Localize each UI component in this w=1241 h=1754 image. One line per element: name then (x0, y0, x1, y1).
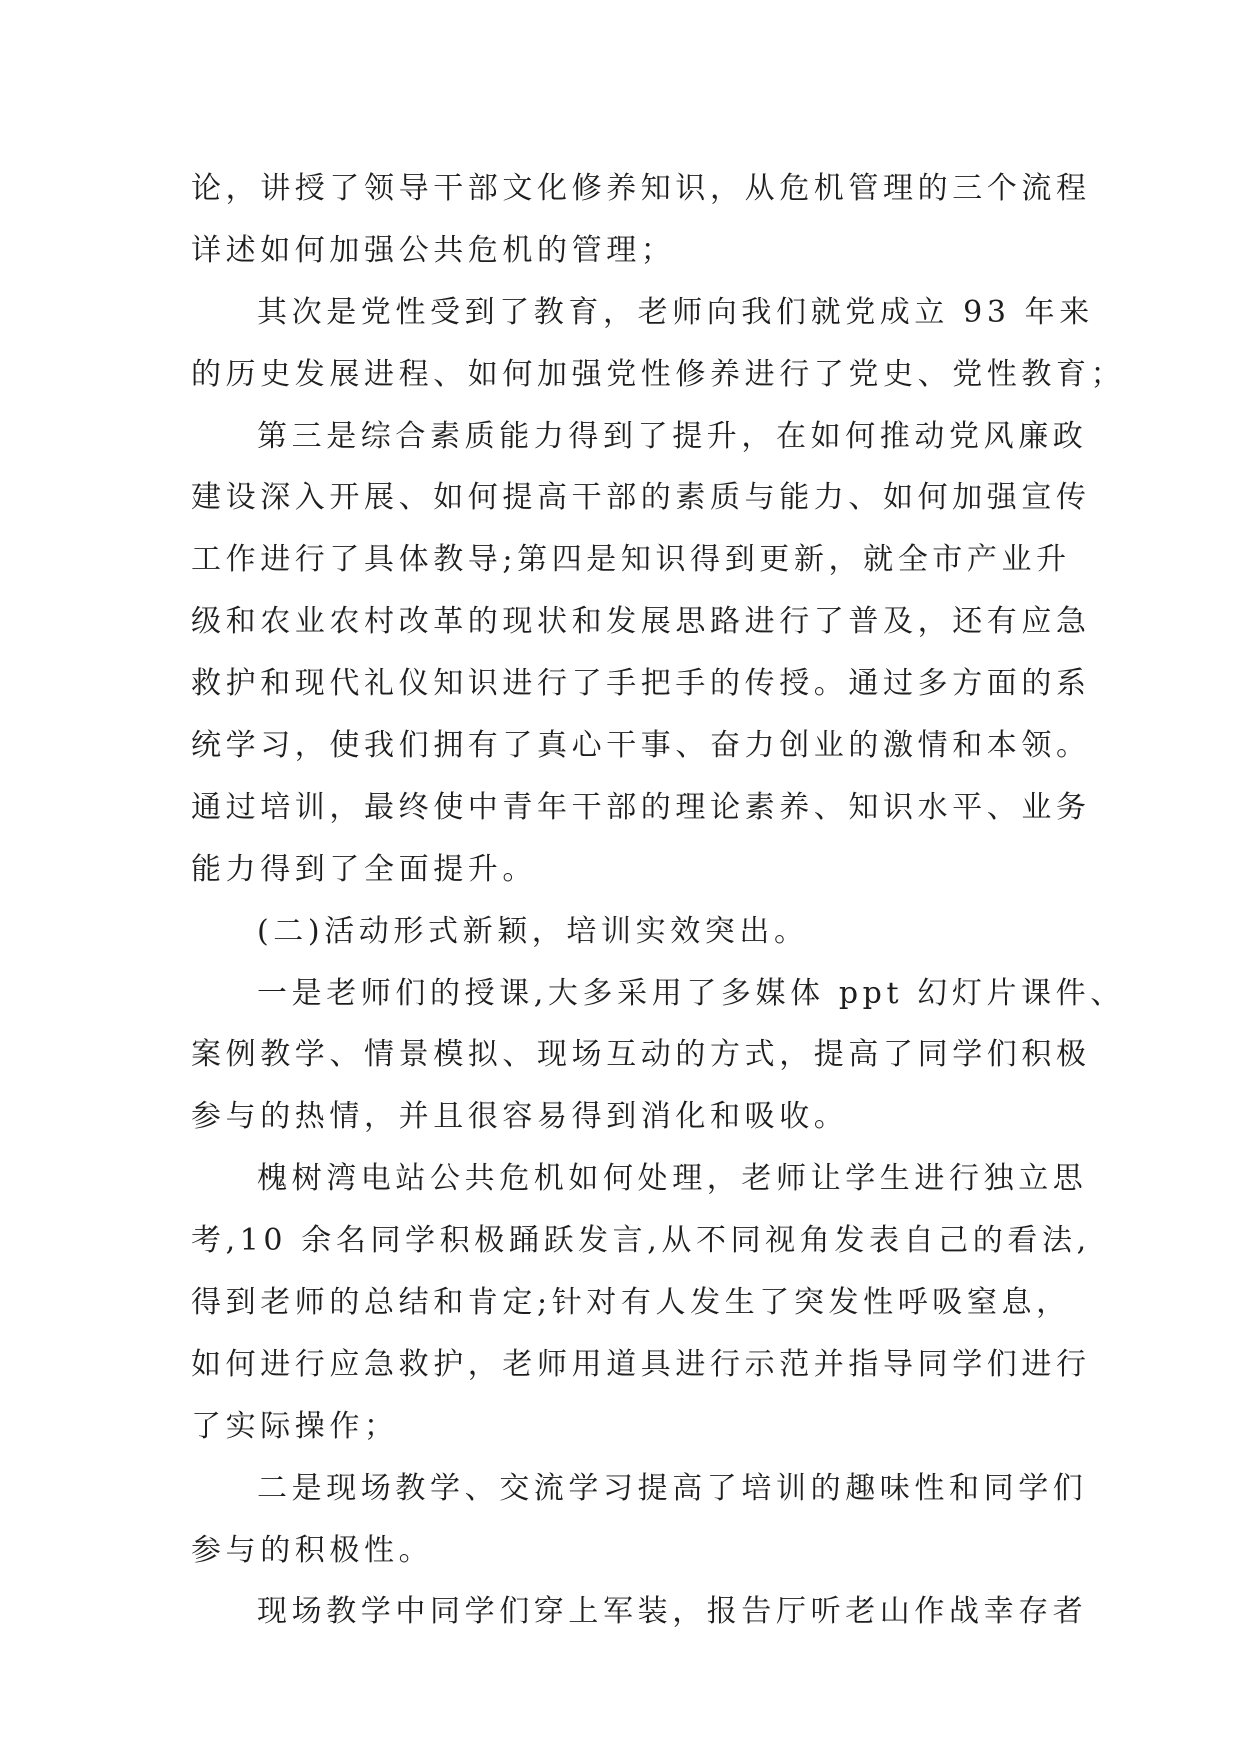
text-line: 级和农业农村改革的现状和发展思路进行了普及，还有应急 (191, 604, 1091, 640)
text-line: 其次是党性受到了教育，老师向我们就党成立 93 年来 (257, 294, 1094, 330)
text-line: 得到老师的总结和肯定;针对有人发生了突发性呼吸窒息， (191, 1285, 1071, 1321)
text-line: 如何进行应急救护，老师用道具进行示范并指导同学们进行 (191, 1346, 1091, 1382)
text-line: 了实际操作； (191, 1408, 399, 1444)
text-line: 的历史发展进程、如何加强党性修养进行了党史、党性教育； (191, 356, 1126, 392)
text-line: 现场教学中同学们穿上军装，报告厅听老山作战幸存者 (257, 1594, 1088, 1630)
text-line: 一是老师们的授课,大多采用了多媒体 ppt 幻灯片课件、 (257, 975, 1125, 1011)
text-line: 统学习，使我们拥有了真心干事、奋力创业的激情和本领。 (191, 728, 1091, 764)
text-line: 二是现场教学、交流学习提高了培训的趣味性和同学们 (257, 1470, 1088, 1506)
text-line: 案例教学、情景模拟、现场互动的方式，提高了同学们积极 (191, 1037, 1091, 1073)
text-line: 槐树湾电站公共危机如何处理，老师让学生进行独立思 (257, 1161, 1088, 1197)
text-line: 工作进行了具体教导;第四是知识得到更新，就全市产业升 (191, 542, 1071, 578)
text-line: 论，讲授了领导干部文化修养知识，从危机管理的三个流程 (191, 171, 1091, 206)
text-line: 通过培训，最终使中青年干部的理论素养、知识水平、业务 (191, 789, 1091, 825)
text-line: 第三是综合素质能力得到了提升，在如何推动党风廉政 (257, 418, 1088, 454)
text-line: 救护和现代礼仪知识进行了手把手的传授。通过多方面的系 (191, 666, 1091, 702)
document-body (191, 158, 1126, 1643)
text-line: 参与的积极性。 (191, 1532, 434, 1568)
text-line: 建设深入开展、如何提高干部的素质与能力、如何加强宣传 (191, 480, 1091, 516)
text-line: 能力得到了全面提升。 (191, 851, 537, 887)
text-line: 考,10 余名同学积极踊跃发言,从不同视角发表自己的看法, (191, 1223, 1091, 1259)
text-line: 详述如何加强公共危机的管理； (191, 232, 676, 268)
section-heading: (二)活动形式新颖，培训实效突出。 (257, 913, 809, 949)
text-line: 参与的热情，并且很容易得到消化和吸收。 (191, 1099, 849, 1135)
